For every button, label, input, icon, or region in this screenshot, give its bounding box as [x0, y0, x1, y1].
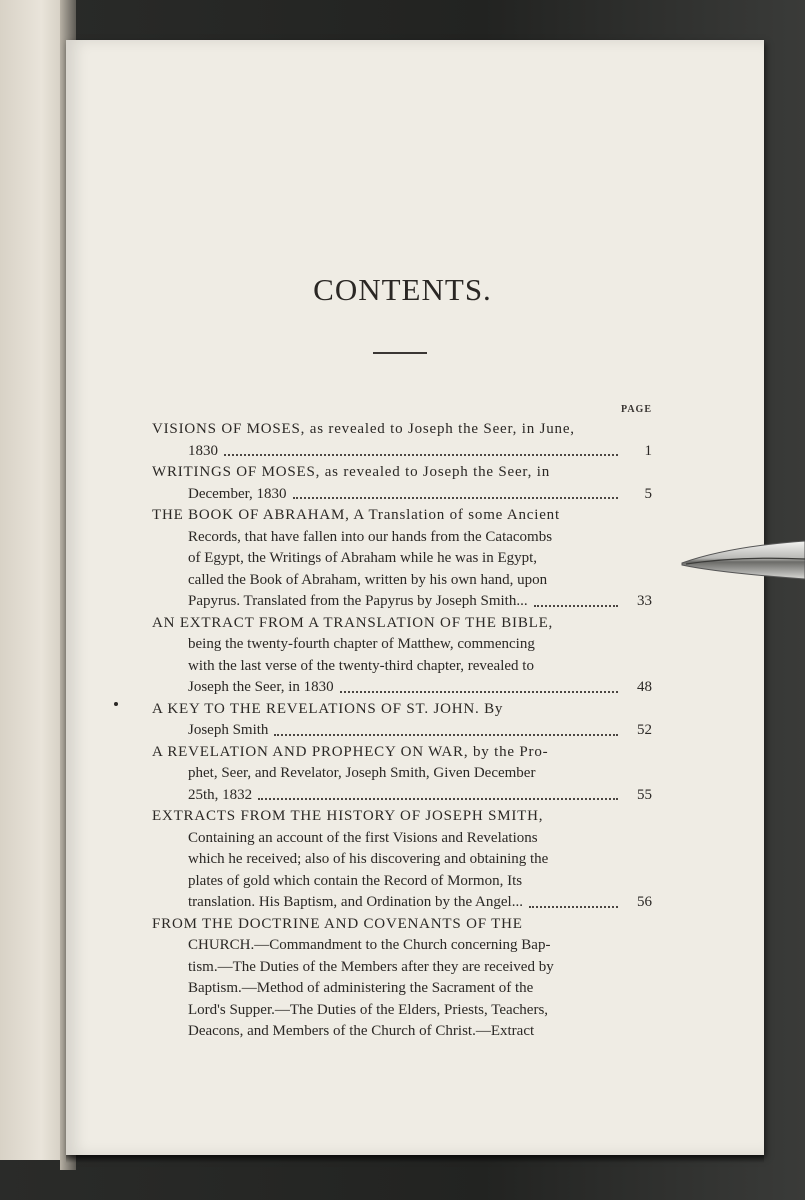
page-title: CONTENTS. [313, 272, 492, 307]
toc-line [152, 699, 652, 721]
toc-entry [152, 806, 652, 914]
toc-line [152, 957, 652, 979]
dot-leader [274, 734, 618, 736]
dot-leader [224, 454, 618, 456]
toc-line-text: A REVELATION AND PROPHECY ON WAR, by the Pro- [152, 743, 549, 760]
toc-line [152, 462, 652, 484]
toc-line [152, 763, 652, 785]
toc-line [152, 656, 652, 678]
toc-line-text: 25th, 1832 [188, 786, 253, 803]
toc-line-text: December, 1830 [188, 485, 287, 502]
toc-line-text: Containing an account of the first Visions and Revelations [188, 829, 538, 846]
toc-line-text: translation. His Baptism, and Ordination by the Angel... [188, 894, 523, 910]
toc-line [152, 1000, 652, 1022]
toc-line-text: Records, that have fallen into our hands from the Catacombs [188, 528, 553, 545]
toc-line [152, 720, 652, 742]
toc-entry [152, 505, 652, 613]
toc-line [152, 935, 652, 957]
toc-line [152, 591, 652, 613]
toc-line-text: Joseph Smith [188, 722, 269, 738]
page-number: 56 [637, 894, 652, 910]
toc-entry [152, 462, 652, 505]
margin-mark [114, 702, 118, 706]
page-number: 33 [637, 593, 652, 609]
dot-leader [340, 691, 618, 693]
dot-leader [534, 605, 618, 607]
toc-line-text: CHURCH.—Commandment to the Church concerning Bap- [188, 937, 551, 953]
toc-line [152, 548, 652, 570]
toc-line-text: phet, Seer, and Revelator, Joseph Smith, Given December [188, 765, 536, 781]
toc-entry [152, 419, 652, 462]
toc-line [152, 634, 652, 656]
page-number: 5 [644, 485, 652, 502]
page-column-label: PAGE [620, 404, 652, 415]
toc-line [152, 892, 652, 914]
toc-line [152, 527, 652, 549]
toc-entry [152, 699, 652, 742]
toc-line-text: with the last verse of the twenty-third chapter, revealed to [188, 657, 534, 674]
toc-line-text: plates of gold which contain the Record of Mormon, Its [188, 872, 523, 889]
toc-entry [152, 914, 652, 1043]
toc-line [152, 441, 652, 463]
title-rule [373, 352, 427, 354]
toc-line [152, 914, 652, 936]
toc-line-text: Joseph the Seer, in 1830 [188, 679, 334, 695]
toc-line [152, 978, 652, 1000]
page-shadow [66, 1155, 764, 1163]
toc-line [152, 677, 652, 699]
toc-line [152, 419, 652, 441]
toc-line-text: EXTRACTS FROM THE HISTORY OF JOSEPH SMITH, [152, 808, 544, 824]
toc-line [152, 505, 652, 527]
toc-line-text: 1830 [188, 442, 218, 459]
dot-leader [529, 906, 618, 908]
toc-line-text: Lord's Supper.—The Duties of the Elders, Priests, Teachers, [188, 1001, 549, 1018]
toc-line [152, 570, 652, 592]
toc-line-text: WRITINGS OF MOSES, as revealed to Joseph the Seer, in [152, 464, 550, 480]
page-number: 1 [644, 442, 652, 459]
toc-entry [152, 613, 652, 699]
page-number: 48 [637, 679, 652, 695]
toc-line-text: THE BOOK OF ABRAHAM, A Translation of some Ancient [152, 507, 560, 523]
letter-opener-blade [680, 535, 805, 587]
toc-line-text: of Egypt, the Writings of Abraham while he was in Egypt, [188, 550, 538, 566]
toc-entry [152, 742, 652, 807]
dot-leader [258, 798, 618, 800]
toc-line [152, 785, 652, 807]
toc-line-text: being the twenty-fourth chapter of Matthew, commencing [188, 636, 535, 652]
toc-line-text: AN EXTRACT FROM A TRANSLATION OF THE BIBLE, [152, 614, 554, 631]
toc-line [152, 849, 652, 871]
toc-line-text: FROM THE DOCTRINE AND COVENANTS OF THE [152, 915, 523, 932]
toc-line [152, 613, 652, 635]
toc-line [152, 871, 652, 893]
toc-line [152, 828, 652, 850]
toc-line [152, 484, 652, 506]
toc-line-text: Deacons, and Members of the Church of Christ.—Extract [188, 1023, 535, 1039]
page-number: 55 [637, 786, 652, 803]
toc-line-text: A KEY TO THE REVELATIONS OF ST. JOHN. By [152, 700, 504, 717]
page-number: 52 [637, 722, 652, 738]
toc-line [152, 742, 652, 764]
toc-line-text: Baptism.—Method of administering the Sacrament of the [188, 980, 534, 996]
toc-line-text: Papyrus. Translated from the Papyrus by Joseph Smith... [188, 593, 528, 609]
toc-line [152, 1021, 652, 1043]
toc-line-text: which he received; also of his discovering and obtaining the [188, 851, 549, 867]
toc-line-text: VISIONS OF MOSES, as revealed to Joseph the Seer, in June, [152, 421, 575, 437]
dot-leader [293, 497, 618, 499]
toc-line-text: tism.—The Duties of the Members after they are received by [188, 958, 554, 975]
toc-line-text: called the Book of Abraham, written by his own hand, upon [188, 571, 548, 588]
toc-line [152, 806, 652, 828]
